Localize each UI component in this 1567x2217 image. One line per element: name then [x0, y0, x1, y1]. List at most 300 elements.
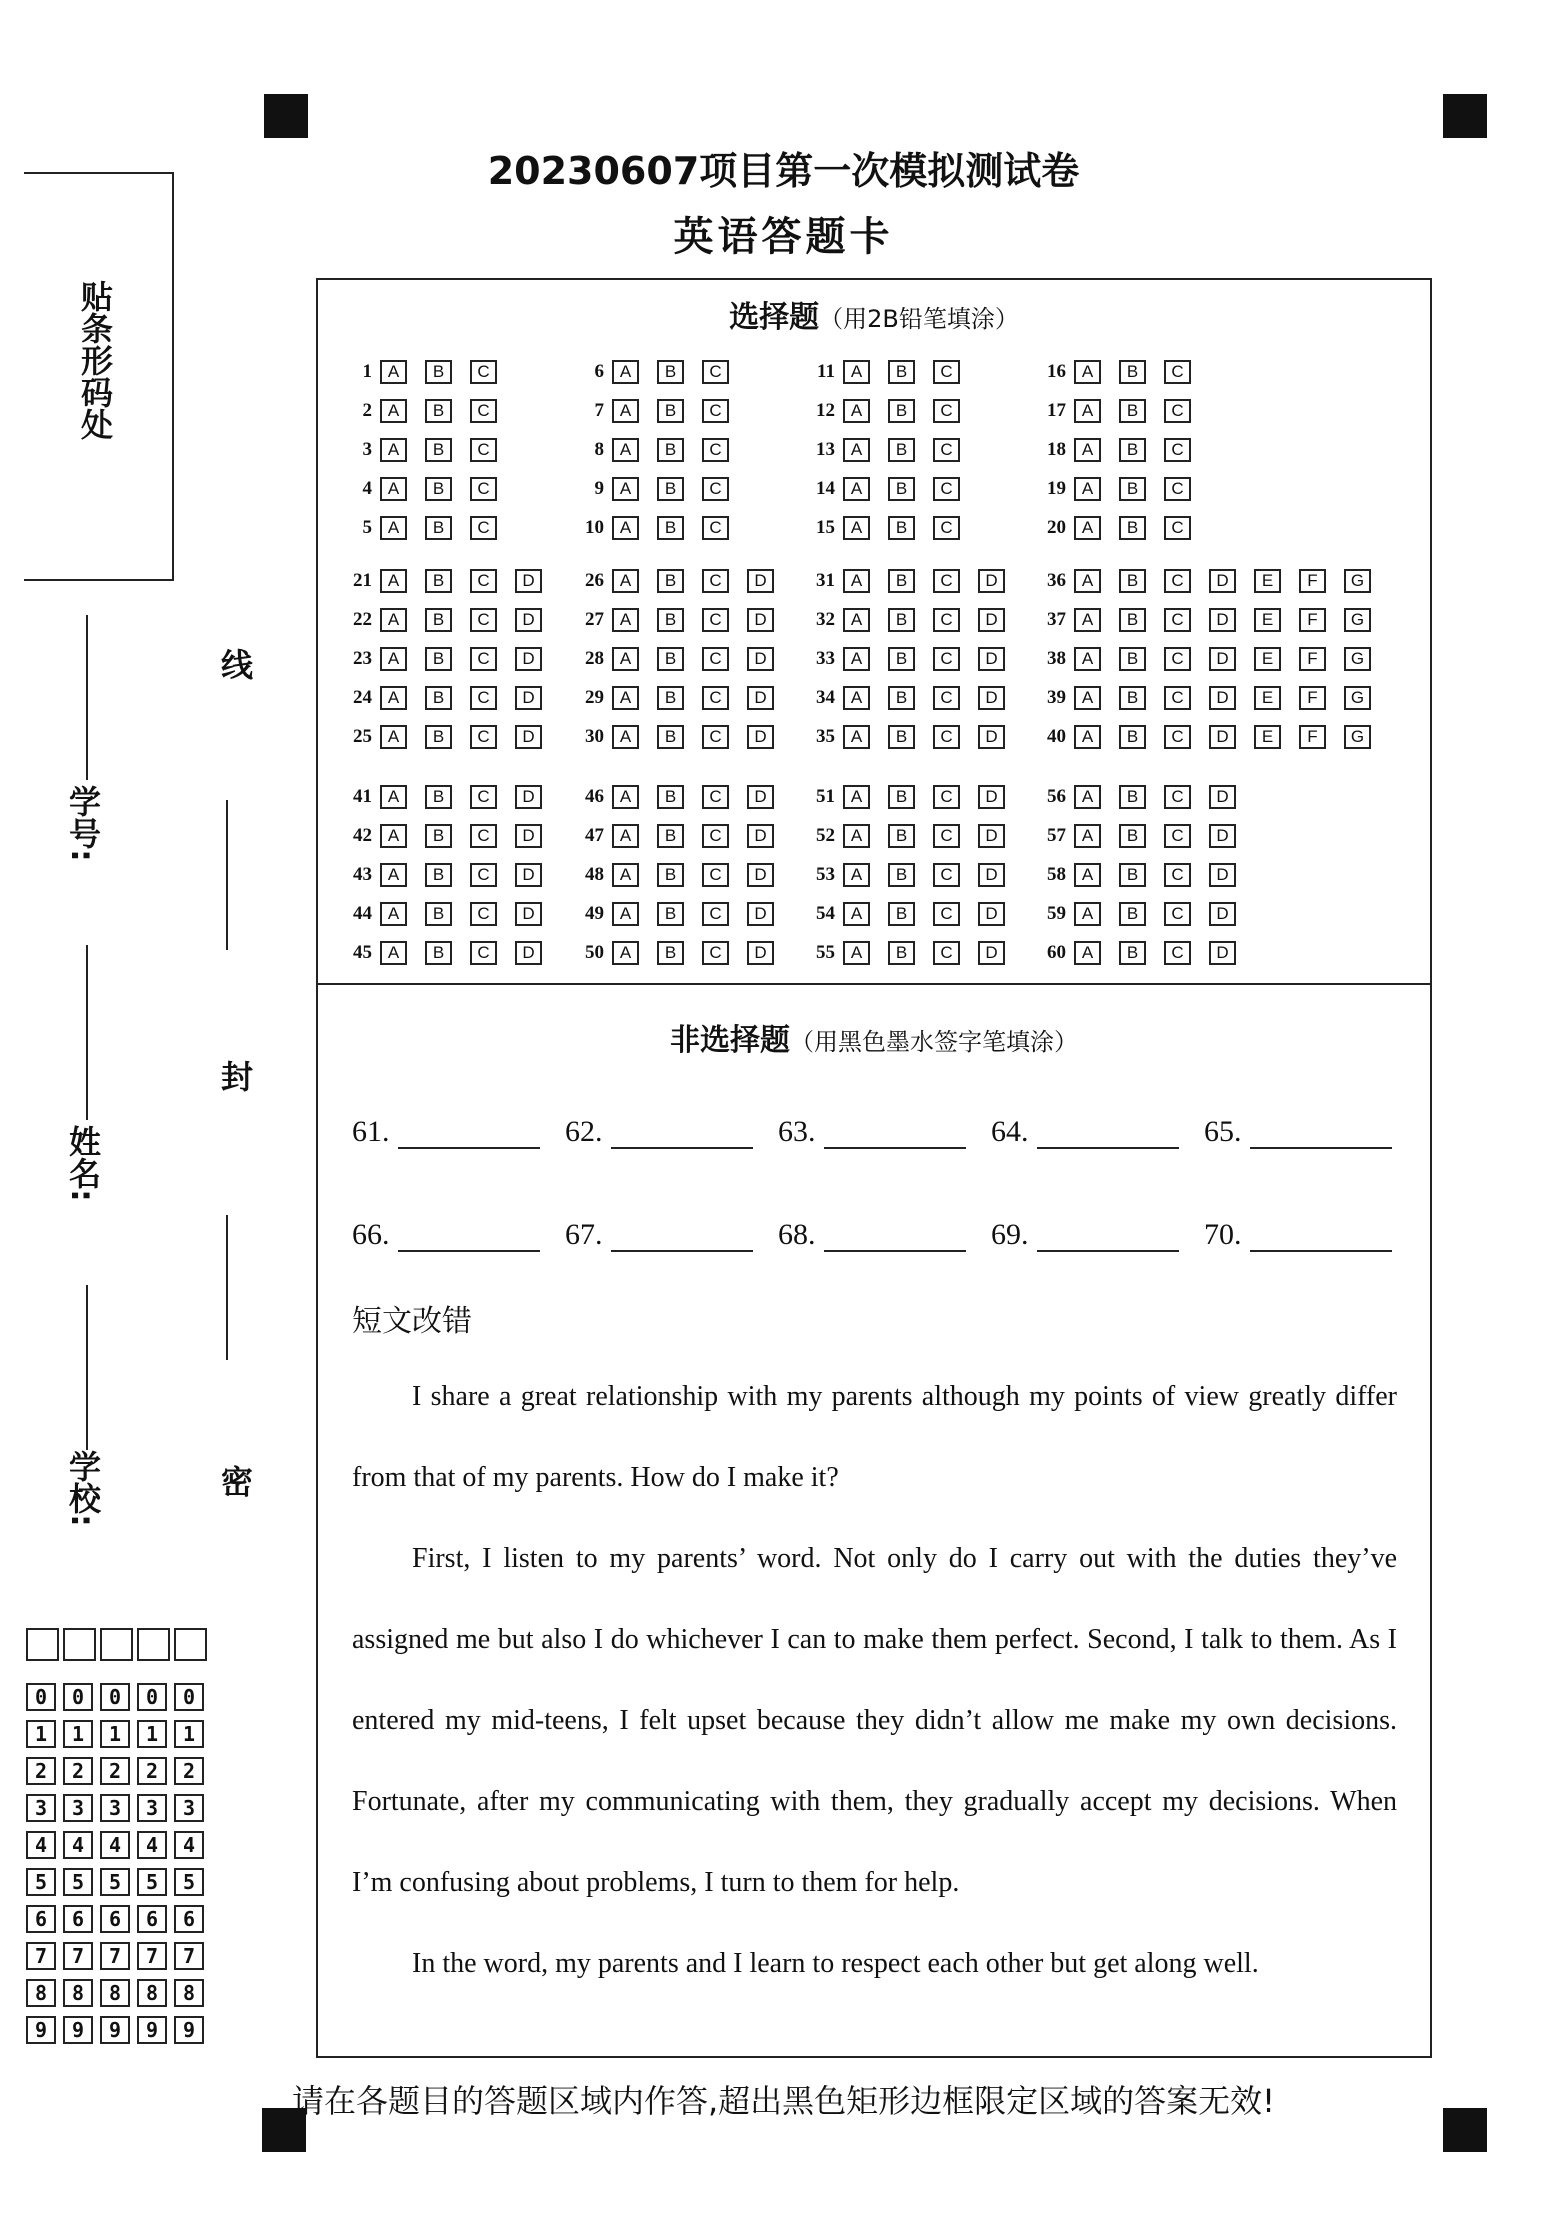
option-bubble-c[interactable]: C: [470, 360, 497, 384]
option-bubble-b[interactable]: B: [425, 941, 452, 965]
option-bubble-d[interactable]: D: [747, 608, 774, 632]
option-bubble-c[interactable]: C: [702, 647, 729, 671]
option-bubble-c[interactable]: C: [933, 360, 960, 384]
id-digit-bubble[interactable]: 3: [174, 1794, 204, 1822]
option-bubble-b[interactable]: B: [657, 902, 684, 926]
option-bubble-a[interactable]: A: [843, 360, 870, 384]
option-bubble-b[interactable]: B: [1119, 569, 1146, 593]
id-digit-bubble[interactable]: 6: [100, 1905, 130, 1933]
id-digit-bubble[interactable]: 7: [137, 1942, 167, 1970]
answer-blank-66[interactable]: [352, 1218, 540, 1252]
option-bubble-a[interactable]: A: [843, 399, 870, 423]
option-bubble-c[interactable]: C: [470, 438, 497, 462]
option-bubble-a[interactable]: A: [843, 608, 870, 632]
option-bubble-a[interactable]: A: [843, 824, 870, 848]
option-bubble-c[interactable]: C: [933, 438, 960, 462]
option-bubble-b[interactable]: B: [888, 399, 915, 423]
option-bubble-c[interactable]: C: [470, 785, 497, 809]
option-bubble-c[interactable]: C: [933, 569, 960, 593]
id-digit-bubble[interactable]: 4: [137, 1831, 167, 1859]
option-bubble-a[interactable]: A: [612, 902, 639, 926]
option-bubble-d[interactable]: D: [747, 569, 774, 593]
option-bubble-a[interactable]: A: [843, 569, 870, 593]
option-bubble-d[interactable]: D: [747, 785, 774, 809]
option-bubble-g[interactable]: G: [1344, 569, 1371, 593]
option-bubble-a[interactable]: A: [612, 569, 639, 593]
option-bubble-d[interactable]: D: [978, 824, 1005, 848]
option-bubble-a[interactable]: A: [1074, 686, 1101, 710]
blank-underline[interactable]: [824, 1123, 966, 1149]
answer-blank-68[interactable]: [778, 1218, 966, 1252]
option-bubble-e[interactable]: E: [1254, 686, 1281, 710]
option-bubble-c[interactable]: C: [702, 477, 729, 501]
option-bubble-c[interactable]: C: [702, 941, 729, 965]
option-bubble-d[interactable]: D: [515, 686, 542, 710]
option-bubble-d[interactable]: D: [515, 824, 542, 848]
id-digit-bubble[interactable]: 1: [63, 1720, 93, 1748]
id-digit-bubble[interactable]: 0: [137, 1683, 167, 1711]
student-id-field[interactable]: [86, 615, 88, 780]
id-digit-bubble[interactable]: 3: [100, 1794, 130, 1822]
id-digit-bubble[interactable]: 9: [63, 2016, 93, 2044]
answer-blank-61[interactable]: [352, 1115, 540, 1149]
option-bubble-c[interactable]: C: [1164, 785, 1191, 809]
option-bubble-c[interactable]: C: [1164, 516, 1191, 540]
option-bubble-c[interactable]: C: [933, 941, 960, 965]
option-bubble-b[interactable]: B: [657, 647, 684, 671]
option-bubble-b[interactable]: B: [1119, 902, 1146, 926]
option-bubble-a[interactable]: A: [843, 686, 870, 710]
option-bubble-c[interactable]: C: [470, 516, 497, 540]
id-digit-bubble[interactable]: 0: [26, 1683, 56, 1711]
blank-underline[interactable]: [824, 1226, 966, 1252]
option-bubble-a[interactable]: A: [612, 824, 639, 848]
option-bubble-a[interactable]: A: [1074, 941, 1101, 965]
option-bubble-a[interactable]: A: [1074, 785, 1101, 809]
id-write-cell[interactable]: [174, 1628, 207, 1661]
answer-blank-63[interactable]: [778, 1115, 966, 1149]
option-bubble-c[interactable]: C: [933, 725, 960, 749]
option-bubble-c[interactable]: C: [470, 399, 497, 423]
id-write-cell[interactable]: [100, 1628, 133, 1661]
id-digit-bubble[interactable]: 2: [100, 1757, 130, 1785]
id-digit-bubble[interactable]: 7: [26, 1942, 56, 1970]
option-bubble-c[interactable]: C: [702, 686, 729, 710]
option-bubble-c[interactable]: C: [933, 647, 960, 671]
option-bubble-c[interactable]: C: [1164, 399, 1191, 423]
option-bubble-b[interactable]: B: [425, 647, 452, 671]
option-bubble-g[interactable]: G: [1344, 608, 1371, 632]
option-bubble-a[interactable]: A: [380, 569, 407, 593]
option-bubble-b[interactable]: B: [425, 569, 452, 593]
option-bubble-c[interactable]: C: [1164, 608, 1191, 632]
id-digit-bubble[interactable]: 4: [63, 1831, 93, 1859]
option-bubble-a[interactable]: A: [1074, 725, 1101, 749]
option-bubble-a[interactable]: A: [843, 516, 870, 540]
option-bubble-a[interactable]: A: [843, 863, 870, 887]
id-digit-bubble[interactable]: 3: [63, 1794, 93, 1822]
id-digit-bubble[interactable]: 4: [100, 1831, 130, 1859]
option-bubble-d[interactable]: D: [515, 902, 542, 926]
option-bubble-d[interactable]: D: [1209, 608, 1236, 632]
option-bubble-b[interactable]: B: [888, 725, 915, 749]
option-bubble-c[interactable]: C: [933, 824, 960, 848]
option-bubble-c[interactable]: C: [1164, 902, 1191, 926]
blank-underline[interactable]: [611, 1123, 753, 1149]
option-bubble-b[interactable]: B: [425, 438, 452, 462]
option-bubble-g[interactable]: G: [1344, 725, 1371, 749]
option-bubble-c[interactable]: C: [470, 863, 497, 887]
id-digit-bubble[interactable]: 5: [174, 1868, 204, 1896]
option-bubble-a[interactable]: A: [380, 863, 407, 887]
option-bubble-a[interactable]: A: [843, 647, 870, 671]
option-bubble-b[interactable]: B: [657, 863, 684, 887]
option-bubble-c[interactable]: C: [1164, 438, 1191, 462]
option-bubble-c[interactable]: C: [933, 516, 960, 540]
answer-blank-62[interactable]: [565, 1115, 753, 1149]
option-bubble-g[interactable]: G: [1344, 647, 1371, 671]
blank-underline[interactable]: [1250, 1123, 1392, 1149]
option-bubble-d[interactable]: D: [515, 785, 542, 809]
id-digit-bubble[interactable]: 8: [63, 1979, 93, 2007]
option-bubble-c[interactable]: C: [702, 438, 729, 462]
option-bubble-a[interactable]: A: [380, 516, 407, 540]
option-bubble-d[interactable]: D: [978, 647, 1005, 671]
option-bubble-c[interactable]: C: [1164, 647, 1191, 671]
id-digit-bubble[interactable]: 7: [100, 1942, 130, 1970]
option-bubble-b[interactable]: B: [657, 686, 684, 710]
option-bubble-b[interactable]: B: [888, 569, 915, 593]
option-bubble-c[interactable]: C: [1164, 725, 1191, 749]
id-digit-bubble[interactable]: 5: [100, 1868, 130, 1896]
option-bubble-a[interactable]: A: [380, 902, 407, 926]
option-bubble-b[interactable]: B: [657, 438, 684, 462]
option-bubble-b[interactable]: B: [888, 824, 915, 848]
option-bubble-d[interactable]: D: [978, 608, 1005, 632]
id-digit-bubble[interactable]: 0: [63, 1683, 93, 1711]
option-bubble-c[interactable]: C: [1164, 863, 1191, 887]
id-digit-bubble[interactable]: 3: [137, 1794, 167, 1822]
option-bubble-b[interactable]: B: [1119, 725, 1146, 749]
option-bubble-b[interactable]: B: [657, 477, 684, 501]
id-digit-bubble[interactable]: 8: [100, 1979, 130, 2007]
option-bubble-a[interactable]: A: [612, 608, 639, 632]
option-bubble-b[interactable]: B: [888, 863, 915, 887]
option-bubble-b[interactable]: B: [888, 902, 915, 926]
blank-underline[interactable]: [398, 1123, 540, 1149]
option-bubble-d[interactable]: D: [978, 785, 1005, 809]
option-bubble-a[interactable]: A: [843, 725, 870, 749]
option-bubble-b[interactable]: B: [888, 516, 915, 540]
option-bubble-a[interactable]: A: [1074, 438, 1101, 462]
option-bubble-c[interactable]: C: [702, 863, 729, 887]
option-bubble-c[interactable]: C: [933, 902, 960, 926]
option-bubble-d[interactable]: D: [747, 941, 774, 965]
id-digit-bubble[interactable]: 6: [63, 1905, 93, 1933]
id-digit-bubble[interactable]: 8: [174, 1979, 204, 2007]
id-digit-bubble[interactable]: 1: [26, 1720, 56, 1748]
option-bubble-a[interactable]: A: [380, 824, 407, 848]
option-bubble-d[interactable]: D: [978, 902, 1005, 926]
option-bubble-b[interactable]: B: [657, 569, 684, 593]
id-digit-bubble[interactable]: 4: [174, 1831, 204, 1859]
option-bubble-b[interactable]: B: [657, 941, 684, 965]
option-bubble-b[interactable]: B: [888, 941, 915, 965]
option-bubble-b[interactable]: B: [888, 785, 915, 809]
id-write-cell[interactable]: [137, 1628, 170, 1661]
option-bubble-a[interactable]: A: [380, 725, 407, 749]
id-digit-bubble[interactable]: 4: [26, 1831, 56, 1859]
id-digit-bubble[interactable]: 9: [137, 2016, 167, 2044]
option-bubble-e[interactable]: E: [1254, 725, 1281, 749]
id-digit-bubble[interactable]: 8: [26, 1979, 56, 2007]
option-bubble-d[interactable]: D: [515, 608, 542, 632]
option-bubble-c[interactable]: C: [702, 824, 729, 848]
id-digit-bubble[interactable]: 9: [26, 2016, 56, 2044]
option-bubble-b[interactable]: B: [425, 608, 452, 632]
option-bubble-b[interactable]: B: [425, 725, 452, 749]
option-bubble-a[interactable]: A: [1074, 477, 1101, 501]
option-bubble-d[interactable]: D: [978, 863, 1005, 887]
option-bubble-c[interactable]: C: [470, 725, 497, 749]
option-bubble-d[interactable]: D: [978, 686, 1005, 710]
option-bubble-d[interactable]: D: [747, 686, 774, 710]
option-bubble-b[interactable]: B: [1119, 477, 1146, 501]
option-bubble-c[interactable]: C: [470, 902, 497, 926]
option-bubble-a[interactable]: A: [1074, 608, 1101, 632]
option-bubble-d[interactable]: D: [1209, 569, 1236, 593]
id-digit-bubble[interactable]: 1: [174, 1720, 204, 1748]
id-digit-bubble[interactable]: 2: [26, 1757, 56, 1785]
option-bubble-a[interactable]: A: [612, 725, 639, 749]
option-bubble-b[interactable]: B: [657, 360, 684, 384]
option-bubble-e[interactable]: E: [1254, 608, 1281, 632]
option-bubble-b[interactable]: B: [425, 863, 452, 887]
option-bubble-f[interactable]: F: [1299, 647, 1326, 671]
blank-underline[interactable]: [611, 1226, 753, 1252]
blank-underline[interactable]: [398, 1226, 540, 1252]
option-bubble-b[interactable]: B: [888, 360, 915, 384]
option-bubble-b[interactable]: B: [888, 647, 915, 671]
option-bubble-c[interactable]: C: [933, 863, 960, 887]
option-bubble-c[interactable]: C: [702, 725, 729, 749]
option-bubble-b[interactable]: B: [657, 785, 684, 809]
option-bubble-d[interactable]: D: [1209, 863, 1236, 887]
option-bubble-b[interactable]: B: [425, 399, 452, 423]
option-bubble-c[interactable]: C: [933, 399, 960, 423]
option-bubble-b[interactable]: B: [425, 516, 452, 540]
option-bubble-d[interactable]: D: [1209, 725, 1236, 749]
option-bubble-a[interactable]: A: [612, 647, 639, 671]
option-bubble-b[interactable]: B: [1119, 438, 1146, 462]
option-bubble-a[interactable]: A: [1074, 360, 1101, 384]
option-bubble-c[interactable]: C: [702, 785, 729, 809]
answer-blank-70[interactable]: [1204, 1218, 1392, 1252]
id-digit-bubble[interactable]: 0: [174, 1683, 204, 1711]
blank-underline[interactable]: [1037, 1226, 1179, 1252]
option-bubble-a[interactable]: A: [843, 438, 870, 462]
id-digit-bubble[interactable]: 9: [100, 2016, 130, 2044]
option-bubble-d[interactable]: D: [515, 863, 542, 887]
option-bubble-a[interactable]: A: [380, 785, 407, 809]
option-bubble-b[interactable]: B: [1119, 686, 1146, 710]
option-bubble-b[interactable]: B: [1119, 360, 1146, 384]
option-bubble-d[interactable]: D: [1209, 941, 1236, 965]
option-bubble-b[interactable]: B: [425, 686, 452, 710]
option-bubble-b[interactable]: B: [425, 902, 452, 926]
option-bubble-d[interactable]: D: [1209, 824, 1236, 848]
option-bubble-c[interactable]: C: [470, 824, 497, 848]
option-bubble-b[interactable]: B: [1119, 647, 1146, 671]
option-bubble-a[interactable]: A: [380, 647, 407, 671]
option-bubble-a[interactable]: A: [380, 941, 407, 965]
option-bubble-c[interactable]: C: [702, 516, 729, 540]
id-digit-bubble[interactable]: 3: [26, 1794, 56, 1822]
option-bubble-b[interactable]: B: [1119, 863, 1146, 887]
option-bubble-b[interactable]: B: [657, 399, 684, 423]
option-bubble-a[interactable]: A: [380, 399, 407, 423]
id-digit-bubble[interactable]: 0: [100, 1683, 130, 1711]
option-bubble-d[interactable]: D: [747, 863, 774, 887]
id-digit-bubble[interactable]: 2: [174, 1757, 204, 1785]
id-write-cell[interactable]: [26, 1628, 59, 1661]
option-bubble-c[interactable]: C: [1164, 941, 1191, 965]
option-bubble-e[interactable]: E: [1254, 647, 1281, 671]
option-bubble-c[interactable]: C: [470, 686, 497, 710]
id-digit-bubble[interactable]: 7: [63, 1942, 93, 1970]
option-bubble-a[interactable]: A: [843, 902, 870, 926]
id-digit-bubble[interactable]: 5: [26, 1868, 56, 1896]
option-bubble-b[interactable]: B: [1119, 941, 1146, 965]
answer-blank-69[interactable]: [991, 1218, 1179, 1252]
option-bubble-d[interactable]: D: [747, 902, 774, 926]
option-bubble-c[interactable]: C: [470, 941, 497, 965]
option-bubble-c[interactable]: C: [933, 477, 960, 501]
option-bubble-d[interactable]: D: [515, 647, 542, 671]
option-bubble-d[interactable]: D: [515, 725, 542, 749]
id-digit-bubble[interactable]: 1: [137, 1720, 167, 1748]
option-bubble-a[interactable]: A: [612, 399, 639, 423]
option-bubble-a[interactable]: A: [380, 438, 407, 462]
option-bubble-c[interactable]: C: [470, 477, 497, 501]
blank-underline[interactable]: [1250, 1226, 1392, 1252]
option-bubble-c[interactable]: C: [933, 785, 960, 809]
option-bubble-d[interactable]: D: [1209, 647, 1236, 671]
option-bubble-a[interactable]: A: [380, 686, 407, 710]
option-bubble-c[interactable]: C: [470, 647, 497, 671]
id-digit-bubble[interactable]: 5: [137, 1868, 167, 1896]
option-bubble-f[interactable]: F: [1299, 569, 1326, 593]
id-digit-bubble[interactable]: 6: [174, 1905, 204, 1933]
option-bubble-b[interactable]: B: [657, 725, 684, 749]
option-bubble-b[interactable]: B: [425, 785, 452, 809]
option-bubble-c[interactable]: C: [470, 569, 497, 593]
option-bubble-b[interactable]: B: [1119, 516, 1146, 540]
option-bubble-b[interactable]: B: [657, 516, 684, 540]
id-write-cell[interactable]: [63, 1628, 96, 1661]
option-bubble-b[interactable]: B: [1119, 824, 1146, 848]
option-bubble-c[interactable]: C: [1164, 824, 1191, 848]
option-bubble-c[interactable]: C: [1164, 569, 1191, 593]
option-bubble-c[interactable]: C: [702, 902, 729, 926]
id-digit-bubble[interactable]: 2: [63, 1757, 93, 1785]
option-bubble-c[interactable]: C: [702, 569, 729, 593]
option-bubble-e[interactable]: E: [1254, 569, 1281, 593]
answer-blank-65[interactable]: [1204, 1115, 1392, 1149]
option-bubble-a[interactable]: A: [380, 477, 407, 501]
option-bubble-f[interactable]: F: [1299, 686, 1326, 710]
option-bubble-a[interactable]: A: [380, 360, 407, 384]
option-bubble-a[interactable]: A: [843, 785, 870, 809]
option-bubble-a[interactable]: A: [612, 863, 639, 887]
option-bubble-a[interactable]: A: [843, 477, 870, 501]
name-field[interactable]: [86, 945, 88, 1120]
option-bubble-b[interactable]: B: [1119, 608, 1146, 632]
id-digit-bubble[interactable]: 1: [100, 1720, 130, 1748]
option-bubble-a[interactable]: A: [612, 941, 639, 965]
id-digit-bubble[interactable]: 8: [137, 1979, 167, 2007]
option-bubble-d[interactable]: D: [747, 647, 774, 671]
option-bubble-f[interactable]: F: [1299, 725, 1326, 749]
option-bubble-b[interactable]: B: [888, 686, 915, 710]
id-digit-bubble[interactable]: 6: [26, 1905, 56, 1933]
option-bubble-a[interactable]: A: [612, 477, 639, 501]
option-bubble-a[interactable]: A: [612, 438, 639, 462]
option-bubble-b[interactable]: B: [888, 477, 915, 501]
option-bubble-b[interactable]: B: [888, 608, 915, 632]
option-bubble-a[interactable]: A: [1074, 824, 1101, 848]
id-digit-bubble[interactable]: 9: [174, 2016, 204, 2044]
answer-blank-64[interactable]: [991, 1115, 1179, 1149]
answer-blank-67[interactable]: [565, 1218, 753, 1252]
option-bubble-b[interactable]: B: [425, 824, 452, 848]
option-bubble-a[interactable]: A: [1074, 902, 1101, 926]
option-bubble-b[interactable]: B: [1119, 399, 1146, 423]
option-bubble-g[interactable]: G: [1344, 686, 1371, 710]
option-bubble-c[interactable]: C: [1164, 686, 1191, 710]
option-bubble-a[interactable]: A: [843, 941, 870, 965]
option-bubble-d[interactable]: D: [978, 725, 1005, 749]
option-bubble-a[interactable]: A: [1074, 569, 1101, 593]
option-bubble-c[interactable]: C: [933, 608, 960, 632]
school-field[interactable]: [86, 1285, 88, 1450]
option-bubble-c[interactable]: C: [702, 608, 729, 632]
option-bubble-d[interactable]: D: [1209, 686, 1236, 710]
option-bubble-b[interactable]: B: [888, 438, 915, 462]
option-bubble-f[interactable]: F: [1299, 608, 1326, 632]
option-bubble-c[interactable]: C: [470, 608, 497, 632]
option-bubble-b[interactable]: B: [1119, 785, 1146, 809]
option-bubble-a[interactable]: A: [612, 360, 639, 384]
option-bubble-c[interactable]: C: [702, 360, 729, 384]
option-bubble-c[interactable]: C: [933, 686, 960, 710]
option-bubble-d[interactable]: D: [1209, 785, 1236, 809]
option-bubble-d[interactable]: D: [747, 725, 774, 749]
option-bubble-d[interactable]: D: [978, 569, 1005, 593]
option-bubble-b[interactable]: B: [657, 608, 684, 632]
option-bubble-a[interactable]: A: [1074, 516, 1101, 540]
option-bubble-d[interactable]: D: [747, 824, 774, 848]
option-bubble-a[interactable]: A: [1074, 863, 1101, 887]
id-digit-bubble[interactable]: 7: [174, 1942, 204, 1970]
option-bubble-a[interactable]: A: [612, 516, 639, 540]
id-digit-bubble[interactable]: 2: [137, 1757, 167, 1785]
option-bubble-b[interactable]: B: [425, 477, 452, 501]
option-bubble-c[interactable]: C: [1164, 477, 1191, 501]
id-digit-bubble[interactable]: 5: [63, 1868, 93, 1896]
option-bubble-a[interactable]: A: [380, 608, 407, 632]
blank-underline[interactable]: [1037, 1123, 1179, 1149]
